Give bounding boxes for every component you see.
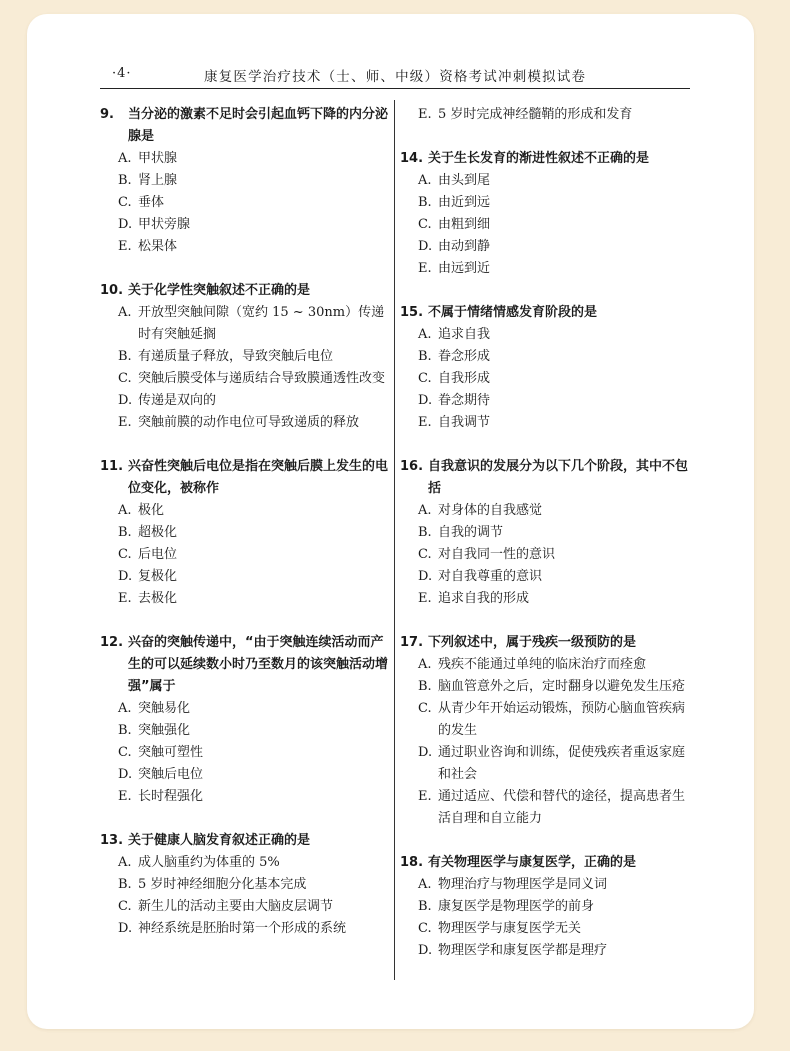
question-spacer: [400, 830, 690, 852]
option-text: 新生儿的活动主要由大脑皮层调节: [138, 899, 334, 914]
option-letter: E.: [418, 415, 432, 430]
question-number: 11.: [100, 459, 124, 474]
option-text: 传递是双向的: [138, 393, 217, 408]
question-text: 下列叙述中，属于残疾一级预防的是: [428, 635, 637, 650]
answer-option: [100, 742, 390, 764]
option-text: 对自我尊重的意识: [438, 569, 543, 584]
option-letter: B.: [118, 723, 132, 738]
answer-option: [100, 346, 390, 368]
option-text: 物理治疗与物理医学是同义词: [438, 877, 608, 892]
answer-option: [100, 764, 390, 786]
option-letter: A.: [118, 855, 132, 870]
answer-option: [400, 236, 690, 258]
option-letter: E.: [418, 789, 432, 804]
option-letter: E.: [118, 789, 132, 804]
option-letter: B.: [118, 173, 132, 188]
option-letter: D.: [418, 943, 433, 958]
option-text: 脑血管意外之后，定时翻身以避免发生压疮: [438, 679, 686, 694]
option-letter: D.: [418, 393, 433, 408]
option-text: 复极化: [138, 569, 178, 584]
question-stem: [100, 280, 390, 302]
book-title: 康复医学治疗技术（士、师、中级）资格考试冲刺模拟试卷: [204, 69, 587, 85]
question-number: 18.: [400, 855, 424, 870]
question-block: [400, 104, 690, 126]
option-text: 由头到尾: [438, 173, 491, 188]
question-stem: [100, 632, 390, 698]
option-letter: A.: [118, 503, 132, 518]
question-block: [400, 456, 690, 610]
option-letter: D.: [418, 745, 433, 760]
option-letter: A.: [118, 305, 132, 320]
option-letter: E.: [418, 591, 432, 606]
option-letter: C.: [418, 371, 432, 386]
option-text: 垂体: [138, 195, 165, 210]
option-letter: D.: [118, 393, 133, 408]
option-text: 突触后膜受体与递质结合导致膜通透性改变: [138, 371, 386, 386]
option-letter: E.: [118, 591, 132, 606]
option-text: 通过职业咨询和训练，促使残疾者重返家庭和社会: [438, 745, 686, 782]
question-stem: [400, 632, 690, 654]
question-number: 10.: [100, 283, 124, 298]
option-text: 超极化: [138, 525, 178, 540]
option-letter: E.: [418, 261, 432, 276]
option-text: 自我的调节: [438, 525, 504, 540]
option-letter: A.: [418, 173, 432, 188]
option-text: 突触可塑性: [138, 745, 204, 760]
answer-option: [400, 390, 690, 412]
question-text: 兴奋性突触后电位是指在突触后膜上发生的电位变化，被称作: [128, 459, 389, 496]
answer-option: [100, 192, 390, 214]
option-letter: B.: [418, 679, 432, 694]
option-letter: D.: [418, 239, 433, 254]
question-text: 兴奋的突触传递中，“由于突触连续活动而产生的可以延续数小时乃至数月的该突触活动增强”属于: [128, 635, 389, 694]
question-spacer: [100, 808, 390, 830]
question-number: 13.: [100, 833, 124, 848]
option-letter: A.: [418, 503, 432, 518]
option-letter: A.: [118, 151, 132, 166]
answer-option: [400, 742, 690, 786]
option-text: 自我调节: [438, 415, 491, 430]
question-text: 有关物理医学与康复医学，正确的是: [428, 855, 637, 870]
option-text: 残疾不能通过单纯的临床治疗而痊愈: [438, 657, 647, 672]
option-letter: C.: [118, 195, 132, 210]
question-spacer: [400, 434, 690, 456]
question-block: [100, 632, 390, 808]
question-block: [100, 830, 390, 940]
option-letter: C.: [118, 371, 132, 386]
answer-option: [400, 676, 690, 698]
option-letter: E.: [418, 107, 432, 122]
question-number: 16.: [400, 459, 424, 474]
option-text: 突触强化: [138, 723, 191, 738]
answer-option: [100, 390, 390, 412]
answer-option: [100, 918, 390, 940]
option-text: 从青少年开始运动锻炼，预防心脑血管疾病的发生: [438, 701, 686, 738]
question-text: 关于生长发育的渐进性叙述不正确的是: [428, 151, 650, 166]
answer-option: [400, 918, 690, 940]
answer-option: [100, 522, 390, 544]
option-letter: B.: [118, 349, 132, 364]
option-letter: C.: [418, 921, 432, 936]
question-text: 关于化学性突触叙述不正确的是: [128, 283, 311, 298]
option-text: 由动到静: [438, 239, 491, 254]
answer-option: [400, 346, 690, 368]
question-block: [100, 456, 390, 610]
question-number: 14.: [400, 151, 424, 166]
option-text: 成人脑重约为体重的 5%: [138, 855, 280, 870]
answer-option: [100, 368, 390, 390]
option-letter: C.: [118, 547, 132, 562]
answer-option: [400, 368, 690, 390]
option-text: 肾上腺: [138, 173, 178, 188]
option-text: 物理医学与康复医学无关: [438, 921, 582, 936]
option-text: 物理医学和康复医学都是理疗: [438, 943, 608, 958]
option-text: 神经系统是胚胎时第一个形成的系统: [138, 921, 347, 936]
option-letter: E.: [118, 415, 132, 430]
answer-option: [400, 522, 690, 544]
answer-option: [100, 852, 390, 874]
answer-option: [100, 500, 390, 522]
question-spacer: [100, 610, 390, 632]
option-letter: D.: [118, 767, 133, 782]
question-spacer: [100, 434, 390, 456]
answer-option: [100, 588, 390, 610]
answer-option: [100, 786, 390, 808]
answer-option: [400, 192, 690, 214]
option-text: 5 岁时神经细胞分化基本完成: [138, 877, 307, 892]
question-text: 不属于情绪情感发育阶段的是: [428, 305, 598, 320]
question-stem: [400, 302, 690, 324]
option-text: 突触易化: [138, 701, 191, 716]
option-text: 追求自我: [438, 327, 491, 342]
option-letter: B.: [418, 525, 432, 540]
option-text: 甲状旁腺: [138, 217, 191, 232]
answer-option: [100, 874, 390, 896]
answer-option: [100, 148, 390, 170]
option-text: 松果体: [138, 239, 178, 254]
option-text: 突触前膜的动作电位可导致递质的释放: [138, 415, 360, 430]
answer-option: [400, 940, 690, 962]
option-letter: E.: [118, 239, 132, 254]
question-number: 12.: [100, 635, 124, 650]
answer-option: [400, 698, 690, 742]
question-block: [400, 632, 690, 830]
right-column: [400, 104, 690, 962]
option-letter: D.: [118, 921, 133, 936]
question-number: 15.: [400, 305, 424, 320]
option-text: 由近到远: [438, 195, 491, 210]
question-stem: [400, 456, 690, 500]
option-letter: C.: [418, 217, 432, 232]
question-spacer: [400, 126, 690, 148]
option-text: 突触后电位: [138, 767, 204, 782]
option-letter: C.: [118, 745, 132, 760]
page-header: [100, 62, 690, 89]
question-spacer: [100, 258, 390, 280]
option-text: 有递质量子释放，导致突触后电位: [138, 349, 334, 364]
option-text: 极化: [138, 503, 165, 518]
option-text: 自我形成: [438, 371, 491, 386]
answer-option: [100, 302, 390, 346]
question-text: 自我意识的发展分为以下几个阶段，其中不包括: [428, 459, 689, 496]
question-stem: [400, 852, 690, 874]
option-letter: B.: [418, 349, 432, 364]
question-spacer: [400, 280, 690, 302]
option-text: 对身体的自我感觉: [438, 503, 543, 518]
question-block: [100, 104, 390, 258]
question-text: 关于健康人脑发育叙述正确的是: [128, 833, 311, 848]
option-letter: D.: [118, 569, 133, 584]
page-number: ·4·: [112, 66, 132, 81]
answer-option: [100, 698, 390, 720]
option-letter: B.: [418, 899, 432, 914]
option-letter: C.: [418, 547, 432, 562]
answer-option: [400, 654, 690, 676]
question-number: 17.: [400, 635, 424, 650]
answer-option: [100, 544, 390, 566]
question-block: [400, 852, 690, 962]
answer-option: [400, 324, 690, 346]
question-number: 9.: [100, 107, 114, 122]
option-text: 通过适应、代偿和替代的途径，提高患者生活自理和自立能力: [438, 789, 686, 826]
answer-option: [100, 566, 390, 588]
question-block: [400, 148, 690, 280]
option-text: 去极化: [138, 591, 178, 606]
option-text: 由远到近: [438, 261, 491, 276]
answer-option: [400, 588, 690, 610]
option-text: 眷念期待: [438, 393, 491, 408]
answer-option: [400, 412, 690, 434]
left-column: [100, 104, 390, 940]
option-text: 长时程强化: [138, 789, 204, 804]
answer-option: [400, 258, 690, 280]
answer-option: [400, 786, 690, 830]
column-divider: [394, 100, 395, 980]
answer-option: [400, 544, 690, 566]
option-text: 追求自我的形成: [438, 591, 530, 606]
answer-option: [100, 214, 390, 236]
question-block: [400, 302, 690, 434]
question-stem: [100, 104, 390, 148]
option-text: 由粗到细: [438, 217, 491, 232]
option-letter: A.: [418, 327, 432, 342]
option-text: 眷念形成: [438, 349, 491, 364]
option-text: 后电位: [138, 547, 178, 562]
answer-option: [100, 170, 390, 192]
answer-option: [400, 566, 690, 588]
answer-option: [100, 896, 390, 918]
answer-option: [400, 874, 690, 896]
question-stem: [400, 148, 690, 170]
question-stem: [100, 456, 390, 500]
option-text: 对自我同一性的意识: [438, 547, 556, 562]
answer-option: [100, 236, 390, 258]
option-text: 5 岁时完成神经髓鞘的形成和发育: [438, 107, 633, 122]
option-letter: A.: [418, 877, 432, 892]
option-letter: A.: [418, 657, 432, 672]
option-text: 甲状腺: [138, 151, 178, 166]
answer-option: [400, 214, 690, 236]
option-letter: A.: [118, 701, 132, 716]
question-text: 当分泌的激素不足时会引起血钙下降的内分泌腺是: [128, 107, 389, 144]
option-text: 康复医学是物理医学的前身: [438, 899, 595, 914]
option-letter: C.: [118, 899, 132, 914]
answer-option: [400, 170, 690, 192]
question-block: [100, 280, 390, 434]
option-letter: C.: [418, 701, 432, 716]
answer-option: [100, 412, 390, 434]
option-text: 开放型突触间隙（宽约 15 ~ 30nm）传递时有突触延搁: [138, 305, 385, 342]
option-letter: B.: [118, 525, 132, 540]
option-letter: D.: [118, 217, 133, 232]
question-spacer: [400, 610, 690, 632]
option-letter: B.: [118, 877, 132, 892]
answer-option: [100, 720, 390, 742]
question-stem: [100, 830, 390, 852]
answer-option: [400, 104, 690, 126]
answer-option: [400, 500, 690, 522]
option-letter: B.: [418, 195, 432, 210]
option-letter: D.: [418, 569, 433, 584]
answer-option: [400, 896, 690, 918]
